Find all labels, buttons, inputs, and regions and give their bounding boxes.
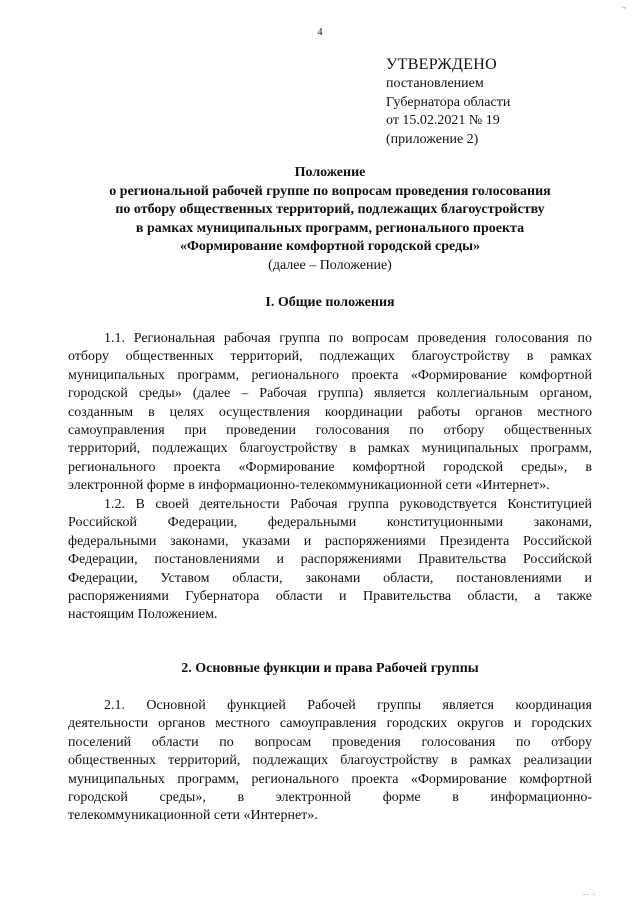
paragraph-line: самоуправления при проведении голосования по отбору общественных [68,422,592,438]
approval-title: УТВЕРЖДЕНО [386,56,498,73]
paragraph-line: электронной форме в информационно-телекоммуникационной сети «Интернет». [68,478,550,494]
approval-line: (приложение 2) [386,131,479,147]
paragraph-line: федеральными законами, указами и распоряжениями Президента Российской [68,533,592,549]
section-heading-functions: 2. Основные функции и права Рабочей группы [181,661,479,676]
paragraph-line: городской среды» (далее – Рабочая группа) является коллегиальным органом, [68,386,592,402]
scan-corner-mark: ., [621,0,626,10]
approval-line: постановлением [386,76,484,91]
section-heading-general: I. Общие положения [265,295,395,310]
document-title-line: по отбору общественных территорий, подлежащих благоустройству [115,202,545,217]
page-number: 4 [317,27,323,38]
paragraph-line: распоряжениями Губернатора области и Правительства области, а также [68,588,592,604]
paragraph-line: Российской Федерации, федеральными конституционными законами, [68,515,592,531]
paragraph-line: 2.1. Основной функцией Рабочей группы является координация [104,698,592,713]
approval-stamp-block [386,55,626,149]
paragraph-line: отбору общественных территорий, подлежащих благоустройству в рамках [68,349,592,365]
paragraph-line: деятельности органов местного самоуправления городских округов и городских [68,716,592,732]
paragraph-1-1 [68,330,592,496]
scan-bottom-mark: .. . [583,887,596,897]
paragraph-line: городской среды», в электронной форме в информационно- [68,789,592,805]
paragraph-line: территорий, подлежащих благоустройству в рамках муниципальных программ, [68,441,592,457]
paragraph-line: 1.2. В своей деятельности Рабочая группа руководствуется Конституцией [104,497,592,512]
document-title-line: о региональной рабочей группе по вопросам проведения голосования [109,183,551,199]
paragraph-line: 1.1. Региональная рабочая группа по вопросам проведения голосования по [104,331,592,346]
paragraph-line: Федерации, постановлениями и распоряжениями Правительства Российской [68,552,592,568]
paragraph-1-2 [68,496,592,625]
paragraph-line: муниципальных программ, регионального проекта «Формирование комфортной [68,771,592,787]
document-title-line: «Формирование комфортной городской среды» [179,239,481,254]
document-title-note: (далее – Положение) [268,257,392,273]
paragraph-line: настоящим Положением. [68,607,218,623]
paragraph-line: созданным в целях осуществления координации работы органов местного [68,404,592,420]
paragraph-line: телекоммуникационной сети «Интернет». [68,808,318,824]
approval-line: от 15.02.2021 № 19 [386,113,500,128]
paragraph-line: общественных территорий, подлежащих благоустройству в рамках реализации [68,753,592,769]
paragraph-line: муниципальных программ, регионального проекта «Формирование комфортной [68,367,592,383]
paragraph-line: Федерации, Уставом области, законами области, постановлениями и [68,570,592,586]
paragraph-2-1 [68,697,592,826]
document-title: Положение [294,165,366,180]
document-title-block [60,164,600,275]
approval-line: Губернатора области [386,94,511,110]
paragraph-line: поселений области по вопросам проведения голосования по отбору [68,734,592,750]
paragraph-line: регионального проекта «Формирование комфортной городской среды», в [68,459,592,475]
document-title-line: в рамках муниципальных программ, регионального проекта [135,220,525,236]
